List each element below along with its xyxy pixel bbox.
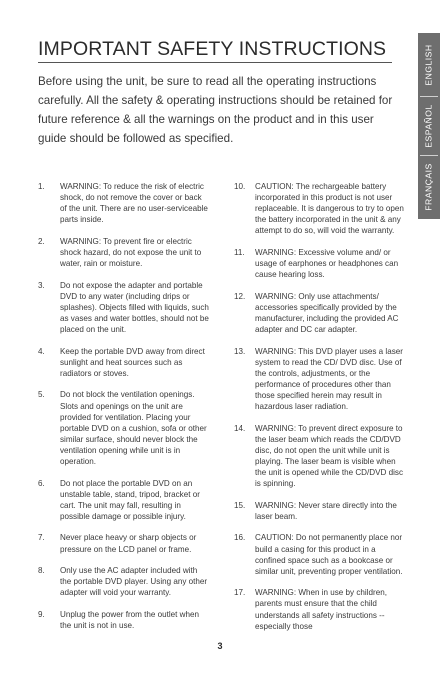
item-text: Do not expose the adapter and portable DVD to any water (including drips or splashes). Objects filled with liquids, such as vases and water bottles, should not be placed on the unit. (60, 280, 209, 335)
title-underline (38, 62, 392, 63)
item-number: 10. (234, 182, 246, 191)
instruction-item (234, 532, 404, 576)
tab-french-label: FRANÇAIS (424, 163, 435, 211)
instruction-item (38, 478, 210, 522)
tab-english[interactable] (418, 33, 440, 96)
instruction-item (38, 236, 210, 269)
item-text: WARNING: Only use attachments/ accessories specifically provided by the manufacturer, including the provided AC adapter and DC car adapter. (255, 291, 399, 335)
instructions-left-column (38, 181, 210, 642)
item-text: WARNING: Never stare directly into the laser beam. (255, 500, 397, 521)
item-number: 7. (38, 533, 45, 543)
page-number: 3 (217, 641, 223, 651)
item-number: 14. (234, 423, 246, 433)
item-text: CAUTION: Do not permanently place nor build a casing for this product in a confined space such as a bookcase or similar unit, preventing proper ventilation. (255, 533, 403, 576)
item-number: 15. (234, 500, 246, 510)
item-number: 11. (234, 247, 245, 257)
instruction-item (38, 346, 210, 379)
item-number: 5. (38, 390, 45, 400)
tab-spanish-label: ESPAÑOL (424, 103, 434, 148)
intro-paragraph: Before using the unit, be sure to read all the operating instructions carefully. All the safety & operating instructions should be retained for future reference & all the warnings on the product and in this user guide should be followed as specified. (38, 75, 393, 145)
item-text: Keep the portable DVD away from direct sunlight and heat sources such as radiators or stoves. (60, 346, 205, 378)
item-number: 13. (234, 346, 246, 356)
instruction-item (38, 389, 210, 467)
item-text: WARNING: Excessive volume and/ or usage of earphones or headphones can cause hearing loss. (255, 247, 399, 280)
instructions-right-column (234, 181, 404, 642)
instruction-item (234, 423, 404, 490)
item-number: 9. (38, 609, 45, 619)
item-text: WARNING: When in use by children, parents must ensure that the child understands all safety instructions -- especially those (255, 588, 387, 631)
item-number: 12. (234, 291, 246, 301)
item-number: 2. (38, 236, 45, 246)
instruction-item (234, 291, 404, 335)
item-text: Never place heavy or sharp objects or pressure on the LCD panel or frame. (60, 533, 197, 554)
item-text: Do not place the portable DVD on an unstable table, stand, tripod, bracket or cart. The unit may fall, resulting in possible damage or possible injury. (60, 478, 200, 521)
item-text: Do not block the ventilation openings. Slots and openings on the unit are provided for ventilation. Placing your portable DVD on a cushion, sofa or other similar surface, should never block the ventilation opening while unit is in operation. (60, 390, 207, 466)
item-number: 4. (38, 346, 45, 356)
instruction-item (38, 565, 210, 598)
item-text: WARNING: This DVD player uses a laser system to read the CD/ DVD disc. Use of the controls, adjustments, or the performance of procedures other than those specified herein may result in hazardous laser radiation. (255, 346, 403, 412)
item-number: 17. (234, 588, 246, 598)
instruction-item (234, 181, 404, 236)
instruction-item (234, 247, 404, 280)
item-number: 1. (38, 182, 45, 191)
instruction-item (38, 532, 210, 554)
instruction-item (234, 587, 404, 631)
item-text: Only use the AC adapter included with the portable DVD player. Using any other adapter will void your warranty. (60, 566, 208, 598)
instruction-item (38, 280, 210, 335)
item-text: CAUTION: The rechargeable battery incorporated in this product is not user replaceable. It is dangerous to try to open the battery incorporated in the unit & any attempt to do so, will void the warranty. (255, 182, 404, 236)
item-number: 16. (234, 533, 246, 543)
tab-english-label: ENGLISH (424, 43, 435, 86)
item-text: WARNING: To prevent fire or electric shock hazard, do not expose the unit to water, rain or moisture. (60, 236, 202, 269)
language-tabs (418, 33, 440, 219)
page-title: IMPORTANT SAFETY INSTRUCTIONS (38, 38, 387, 60)
tab-spanish[interactable] (418, 96, 440, 155)
item-text: WARNING: To reduce the risk of electric shock, do not remove the cover or back of the unit. There are no user-serviceable parts inside. (60, 182, 208, 225)
instruction-item (38, 181, 210, 225)
instruction-item (234, 500, 404, 522)
item-number: 8. (38, 566, 45, 576)
instruction-item (234, 346, 404, 413)
item-number: 6. (38, 478, 45, 488)
item-text: WARNING: To prevent direct exposure to the laser beam which reads the CD/DVD disc, do not open the unit while unit is playing. The laser beam is visible when the unit is opened while the CD/DVD disc is spinning. (255, 423, 404, 489)
item-number: 3. (38, 280, 45, 290)
tab-french[interactable] (418, 155, 440, 219)
item-text: Unplug the power from the outlet when the unit is not in use. (60, 609, 200, 630)
instruction-item (38, 609, 210, 631)
